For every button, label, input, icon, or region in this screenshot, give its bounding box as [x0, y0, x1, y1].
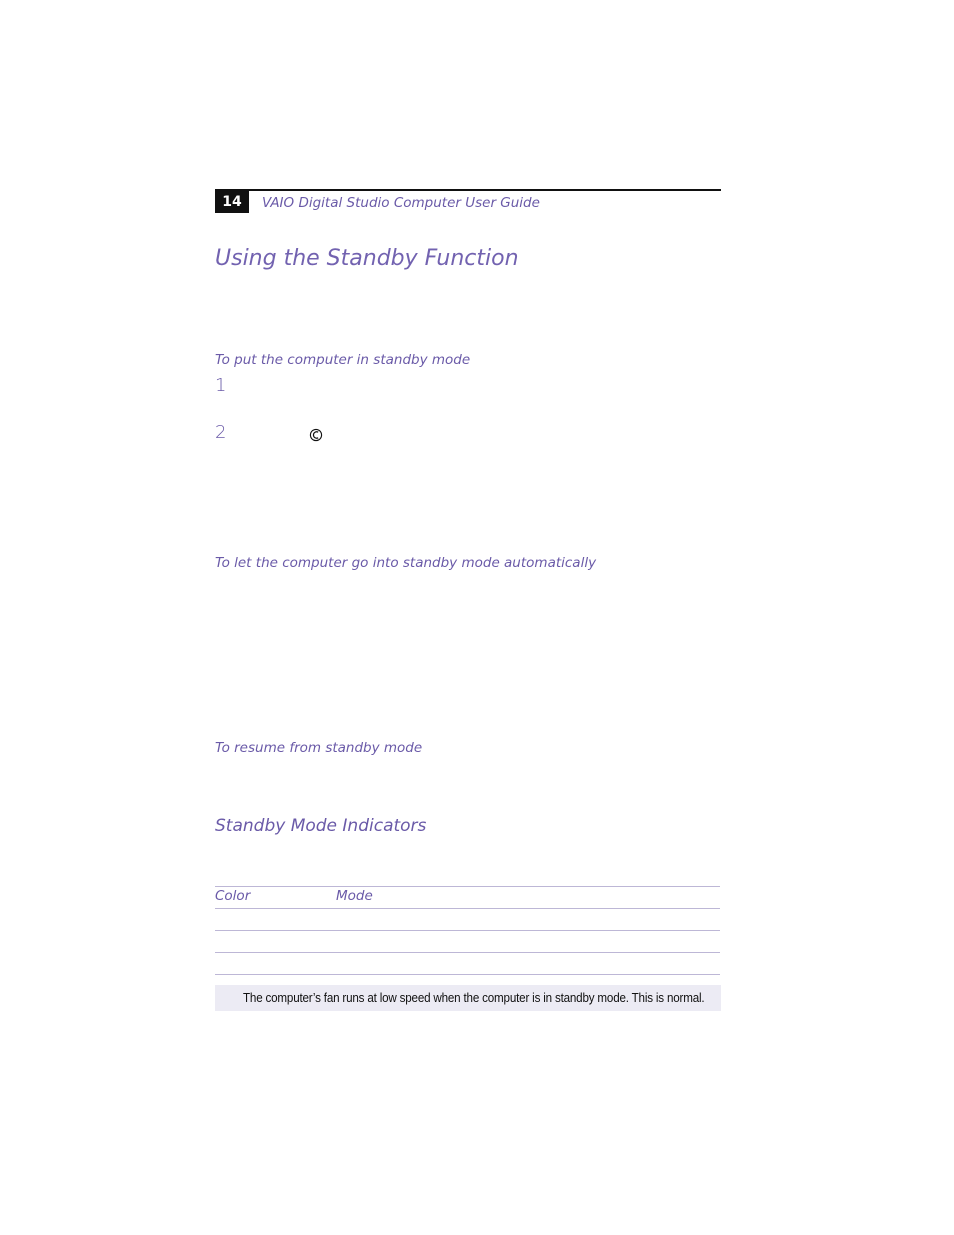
step-number-1: 1 [215, 375, 227, 396]
section-title: Using the Standby Function [215, 246, 519, 271]
procedure-heading-resume: To resume from standby mode [215, 740, 423, 756]
table-row [215, 974, 720, 975]
table-header-mode: Mode [336, 888, 373, 904]
procedure-heading-automatic: To let the computer go into standby mode automatically [215, 555, 597, 571]
page-number: 14 [215, 191, 249, 213]
subsection-title: Standby Mode Indicators [215, 816, 427, 836]
table-header-color: Color [215, 888, 251, 904]
step-number-2: 2 [215, 422, 227, 443]
procedure-heading-standby: To put the computer in standby mode [215, 352, 471, 368]
table-row [215, 930, 720, 931]
table-rule-top [215, 886, 720, 887]
table-row [215, 952, 720, 953]
table-rule-header [215, 908, 720, 909]
standby-power-icon [309, 428, 323, 442]
running-header-title: VAIO Digital Studio Computer User Guide [262, 195, 540, 211]
header-rule [215, 189, 721, 191]
note-text: The computer’s fan runs at low speed when the computer is in standby mode. This is normal. [243, 991, 705, 1005]
